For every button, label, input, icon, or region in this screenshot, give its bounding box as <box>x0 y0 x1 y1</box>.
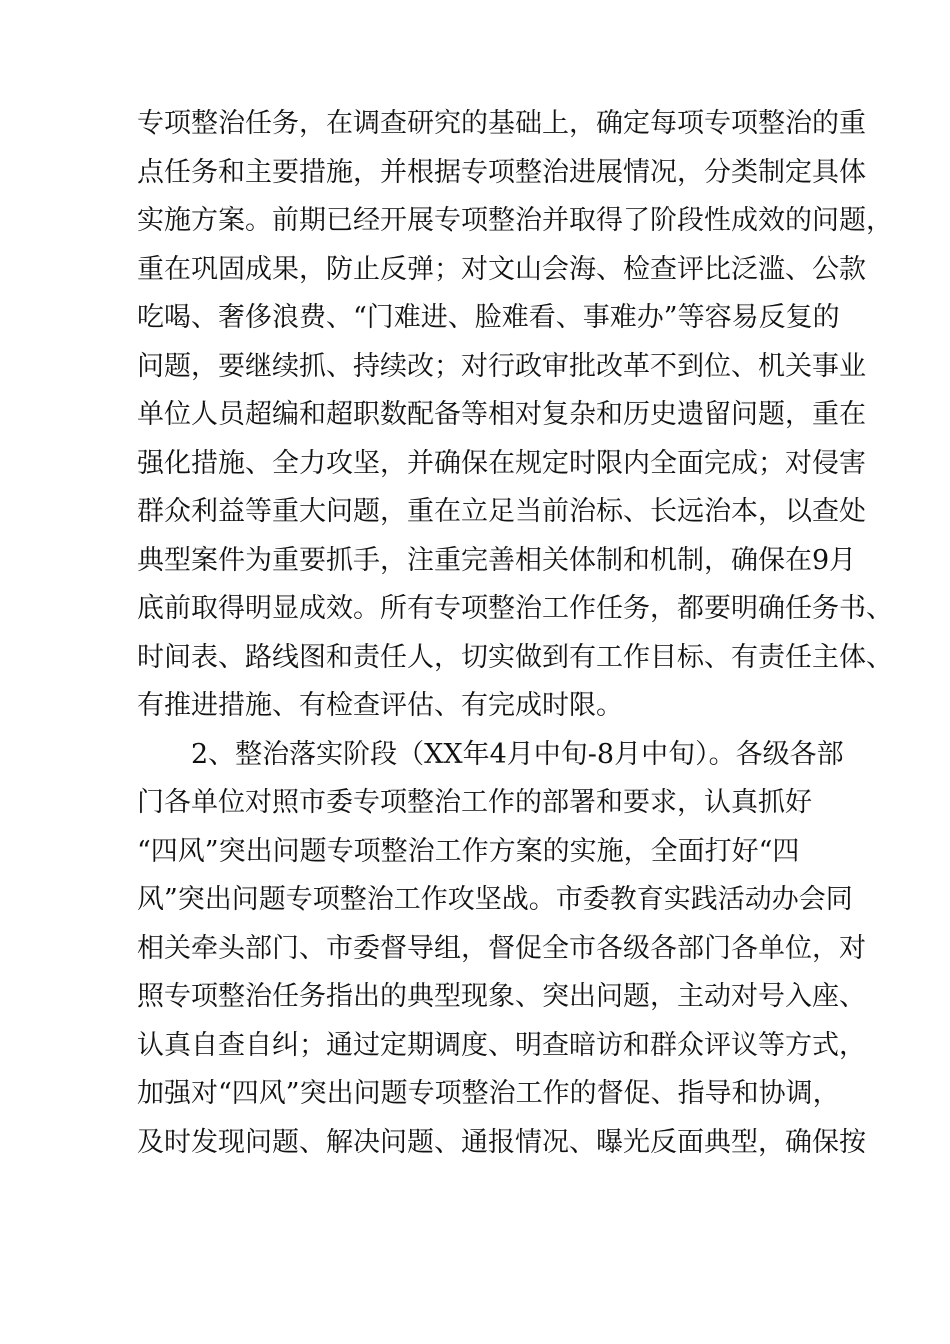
body-text <box>137 100 893 1167</box>
text-line: 门各单位对照市委专项整治工作的部署和要求，认真抓好 <box>137 787 812 818</box>
text-line: 风”突出问题专项整治工作攻坚战。市委教育实践活动办会同 <box>137 884 853 915</box>
text-line: 时间表、路线图和责任人，切实做到有工作目标、有责任主体、 <box>137 641 893 673</box>
text-line: 吃喝、奢侈浪费、“门难进、脸难看、事难办”等容易反复的 <box>137 302 840 333</box>
text-line: 认真自查自纠；通过定期调度、明查暗访和群众评议等方式， <box>137 1029 866 1061</box>
paragraph-start-line: 2、整治落实阶段（XX年4月中旬-8月中旬）。各级各部 <box>191 738 844 770</box>
text-line: 群众利益等重大问题，重在立足当前治标、长远治本，以查处 <box>137 496 866 527</box>
text-line: 有推进措施、有检查评估、有完成时限。 <box>137 690 623 721</box>
text-line: 底前取得明显成效。所有专项整治工作任务，都要明确任务书、 <box>137 593 893 624</box>
text-line: 专项整治任务，在调查研究的基础上，确定每项专项整治的重 <box>137 108 866 139</box>
text-line: “四风”突出问题专项整治工作方案的实施，全面打好“四 <box>137 835 800 867</box>
text-line: 单位人员超编和超职数配备等相对复杂和历史遗留问题，重在 <box>137 399 866 430</box>
text-line: 重在巩固成果，防止反弹；对文山会海、检查评比泛滥、公款 <box>137 253 866 285</box>
text-line: 实施方案。前期已经开展专项整治并取得了阶段性成效的问题， <box>137 205 893 236</box>
text-line: 照专项整治任务指出的典型现象、突出问题，主动对号入座、 <box>137 981 866 1012</box>
text-line: 加强对“四风”突出问题专项整治工作的督促、指导和协调， <box>137 1078 840 1109</box>
text-line: 强化措施、全力攻坚，并确保在规定时限内全面完成；对侵害 <box>137 447 866 479</box>
text-line: 典型案件为重要抓手，注重完善相关体制和机制，确保在9月 <box>137 544 857 576</box>
text-line: 及时发现问题、解决问题、通报情况、曝光反面典型，确保按 <box>137 1126 866 1158</box>
text-line: 点任务和主要措施，并根据专项整治进展情况，分类制定具体 <box>137 156 866 188</box>
text-line: 相关牵头部门、市委督导组，督促全市各级各部门各单位，对 <box>137 932 866 964</box>
text-line: 问题，要继续抓、持续改；对行政审批改革不到位、机关事业 <box>137 350 866 382</box>
